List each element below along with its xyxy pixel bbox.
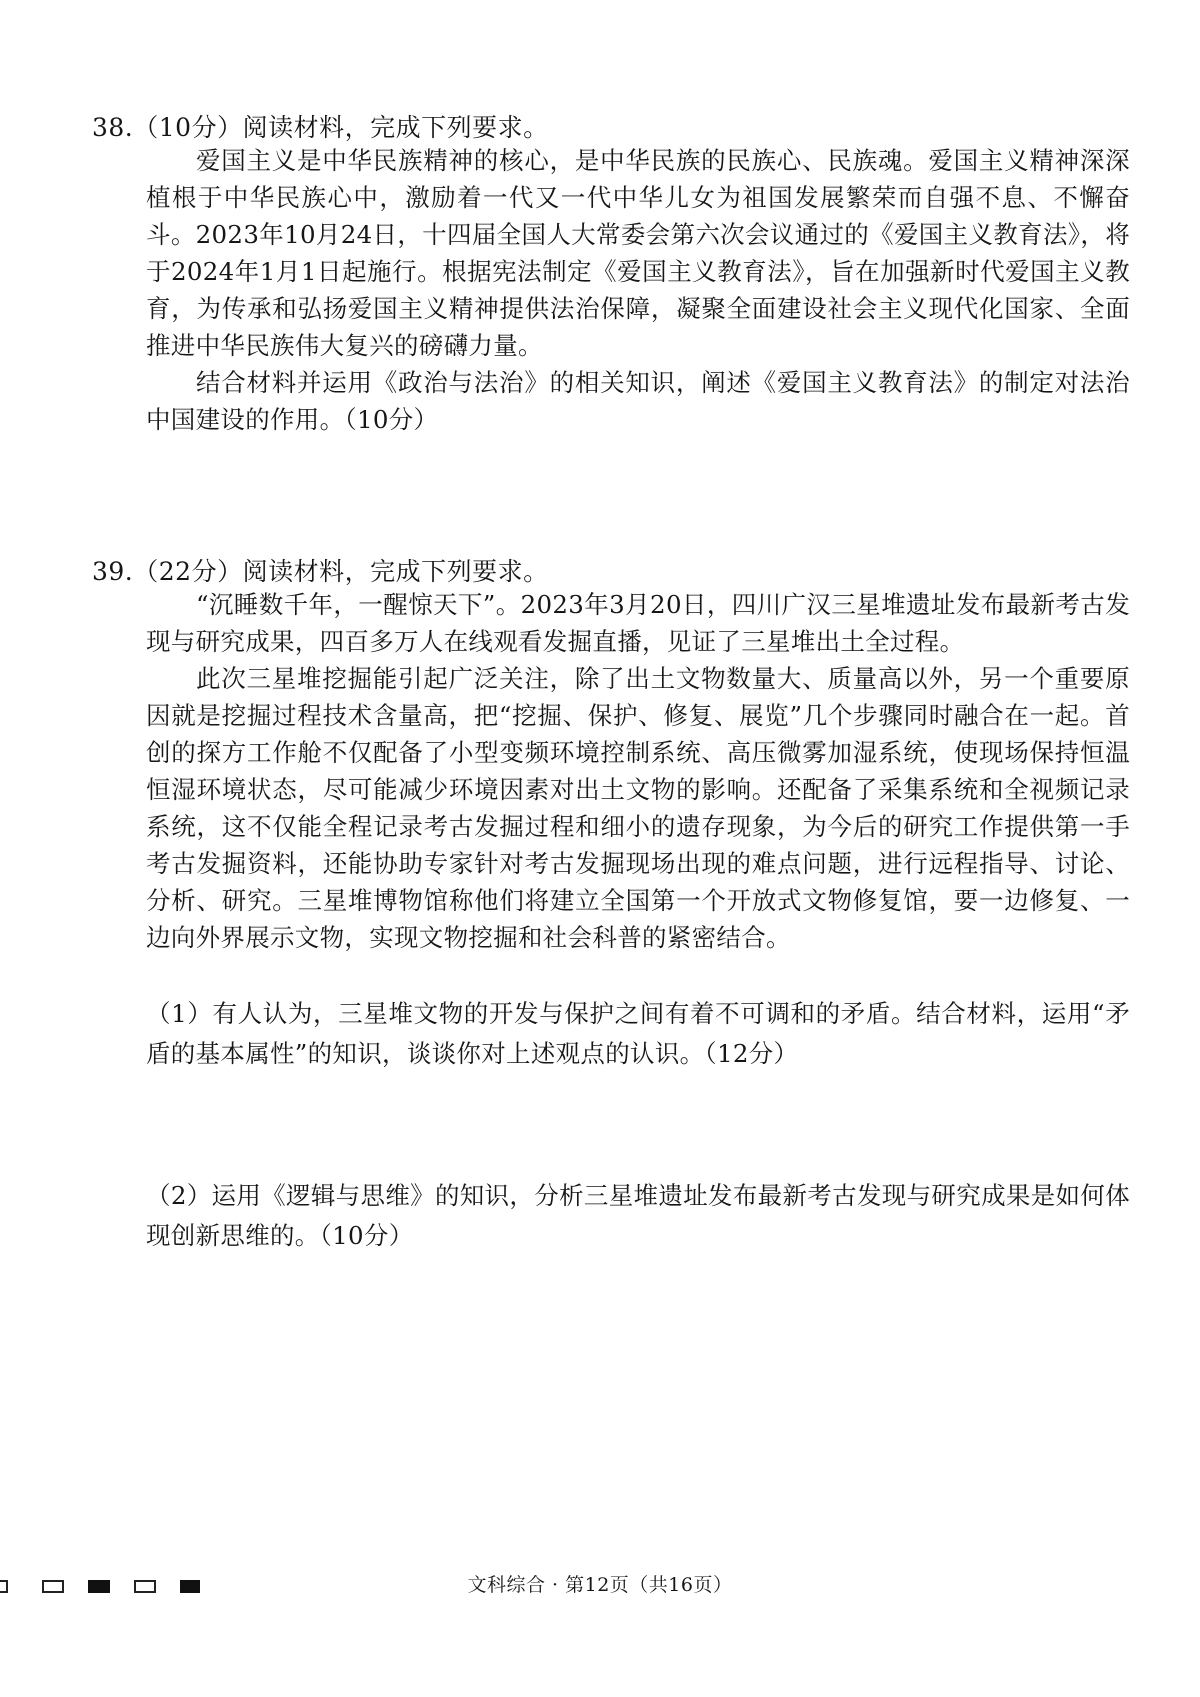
question-38-prompt: 结合材料并运用《政治与法治》的相关知识，阐述《爱国主义教育法》的制定对法治中国建设的作用。（10分） [146,368,1130,434]
question-39-material-1: “沉睡数千年，一醒惊天下”。2023年3月20日，四川广汉三星堆遗址发布最新考古发现与研究成果，四百多万人在线观看发掘直播，见证了三星堆出土全过程。 [146,590,1130,656]
question-39-header: 39.（22分）阅读材料，完成下列要求。 [92,557,549,586]
question-39-sub-1: （1）有人认为，三星堆文物的开发与保护之间有着不可调和的矛盾。结合材料，运用“矛盾的基本属性”的知识，谈谈你对上述观点的认识。（12分） [146,999,1130,1068]
question-39-sub-2: （2）运用《逻辑与思维》的知识，分析三星堆遗址发布最新考古发现与研究成果是如何体现创新思维的。（10分） [146,1181,1130,1250]
question-39-material-2: 此次三星堆挖掘能引起广泛关注，除了出土文物数量大、质量高以外，另一个重要原因就是挖掘过程技术含量高，把“挖掘、保护、修复、展览”几个步骤同时融合在一起。首创的探方工作舱不仅配备了小型变频环境控制系统、高压微雾加湿系统，使现场保持恒温恒湿环境状态，尽可能减少环境因素对出土文物的影响。还配备了采集系统和全视频记录系统，这不仅能全程记录考古发掘过程和细小的遗存现象，为今后的研究工作提供第一手考古发掘资料，还能协助专家针对考古发掘现场出现的难点问题，进行远程指导、讨论、分析、研究。三星堆博物馆称他们将建立全国第一个开放式文物修复馆，要一边修复、一边向外界展示文物，实现文物挖掘和社会科普的紧密结合。 [146,664,1130,952]
question-38-material: 爱国主义是中华民族精神的核心，是中华民族的民族心、民族魂。爱国主义精神深深植根于中华民族心中，激励着一代又一代中华儿女为祖国发展繁荣而自强不息、不懈奋斗。2023年10月24日，十四届全国人大常委会第六次会议通过的《爱国主义教育法》，将于2024年1月1日起施行。根据宪法制定《爱国主义教育法》，旨在加强新时代爱国主义教育，为传承和弘扬爱国主义精神提供法治保障，凝聚全面建设社会主义现代化国家、全面推进中华民族伟大复兴的磅礴力量。 [146,146,1130,360]
page-number: 文科综合 · 第12页（共16页） [467,1574,733,1596]
question-38-header: 38.（10分）阅读材料，完成下列要求。 [92,113,549,142]
